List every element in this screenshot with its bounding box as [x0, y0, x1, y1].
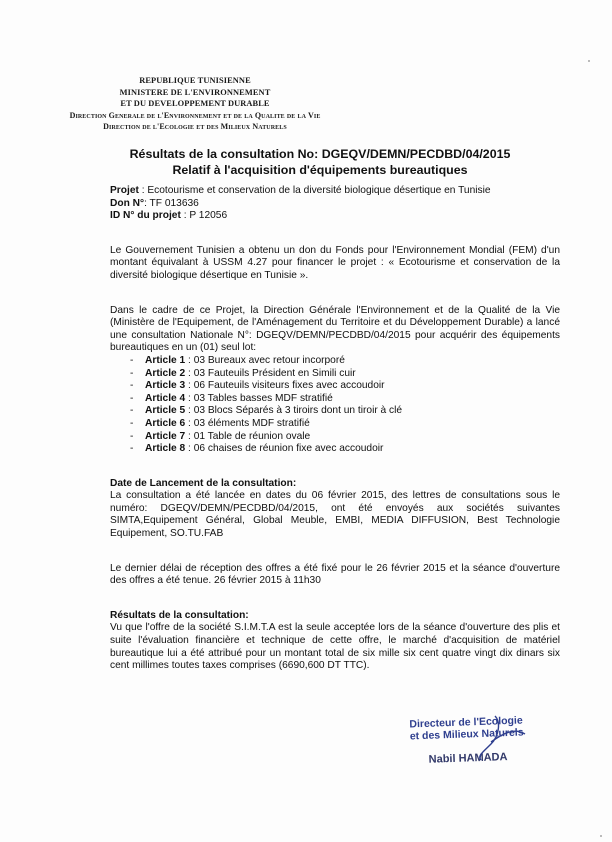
header-direction-generale: Direction Generale de l'Environnement et de la Qualite de la Vie — [69, 110, 321, 120]
deadline-text: Le dernier délai de réception des offres a été fixé pour le 26 février 2015 et la séance d'ouverture des offres a été tenue. 26 février 2015 à 11h30 — [110, 562, 560, 587]
header-ministry: MINISTERE DE L'ENVIRONNEMENT — [119, 87, 271, 97]
handwritten-signature — [455, 712, 545, 762]
header-republic: REPUBLIQUE TUNISIENNE — [139, 76, 251, 85]
stamp-line-1: Directeur de l'Ecologie — [409, 714, 523, 731]
list-item: - Article 8 : 06 chaises de réunion fixe avec accoudoir — [130, 443, 384, 455]
title-line-2: Relatif à l'acquisition d'équipements bureautiques — [172, 163, 468, 177]
id-label: ID N° du projet — [110, 210, 181, 222]
list-item: - Article 1 : 03 Bureaux avec retour incorporé — [130, 354, 345, 366]
launch-heading: Date de Lancement de la consultation: — [110, 477, 297, 489]
results-heading: Résultats de la consultation: — [110, 609, 249, 621]
id-value: : P 12056 — [180, 210, 228, 222]
list-item: - Article 3 : 06 Fauteuils visiteurs fixes avec accoudoir — [130, 380, 385, 392]
articles-list — [110, 355, 560, 456]
projet-label: Projet — [110, 185, 139, 196]
stamp-line-2: et des Milieux Naturels — [409, 726, 524, 743]
list-item: - Article 2 : 03 Fauteuils Président en Simili cuir — [130, 367, 356, 379]
launch-text: La consultation a été lancée en dates du 06 février 2015, des lettres de consultations sous le numéro: DGEQV/DEMN/PECDBD/04/2015, ont été envoyés aux sociétés suivantes SIMTA,Equipement Général, Global Meuble, EMBI, MEDIA DIFFUSION, Best Technologie Equipement, SO.TU.FAB — [110, 490, 560, 540]
paragraph-funding: Le Gouvernement Tunisien a obtenu un don du Fonds pour l'Environnement Mondial (FEM) d'un montant équivalant à USSM 4.27 pour financer le projet : « Ecotourisme et conservation de la diversité biologique désertique en Tunisie ». — [110, 244, 560, 281]
ministry-header — [60, 75, 330, 133]
list-item: - Article 6 : 03 éléments MDF stratifié — [130, 417, 310, 429]
project-block — [110, 185, 560, 223]
list-item: - Article 5 : 03 Blocs Séparés à 3 tiroirs dont un tiroir à clé — [130, 405, 403, 417]
header-ministry-2: ET DU DEVELOPPEMENT DURABLE — [120, 99, 270, 108]
scan-speck — [588, 60, 590, 62]
list-item: - Article 7 : 01 Table de réunion ovale — [130, 430, 311, 442]
results-text: Vu que l'offre de la société S.I.M.T.A est la seule acceptée lors de la séance d'ouverture des plis et suite l'évaluation financière et technique de cette offre, le marché d'acquisition de matériel bureautique lui a été attribué pour un montant total de six mille six cent quatre vingt dix dinars six cent millimes toutes taxes comprises (6690,600 DT TTC). — [110, 622, 560, 672]
don-label: Don N° — [110, 197, 145, 209]
header-direction: Direction de l'Ecologie et des Milieux Naturels — [103, 122, 287, 131]
paragraph-context: Dans le cadre de ce Projet, la Direction Générale l'Environnement et de la Qualité de la Vie (Ministère de l'Equipement, de l'Aménagement du Territoire et du Développement Durable) a lancé une consultation Nationale N°: DGEQV/DEMN/PECDBD/04/2015 pour acquérir des équipements bureautiques en un (01) seul lot: — [110, 304, 560, 354]
list-item: - Article 4 : 03 Tables basses MDF stratifié — [130, 392, 333, 404]
signatory-name: Nabil HAMADA — [428, 751, 508, 766]
document-body — [110, 185, 560, 673]
title-line-1: Résultats de la consultation No: DGEQV/DEMN/PECDBD/04/2015 — [129, 147, 511, 161]
document-title — [100, 146, 540, 178]
don-value: : TF 013636 — [144, 197, 199, 209]
projet-value: : Ecotourisme et conservation de la diversité biologique désertique en Tunisie — [138, 185, 491, 196]
scan-speck — [600, 835, 602, 837]
